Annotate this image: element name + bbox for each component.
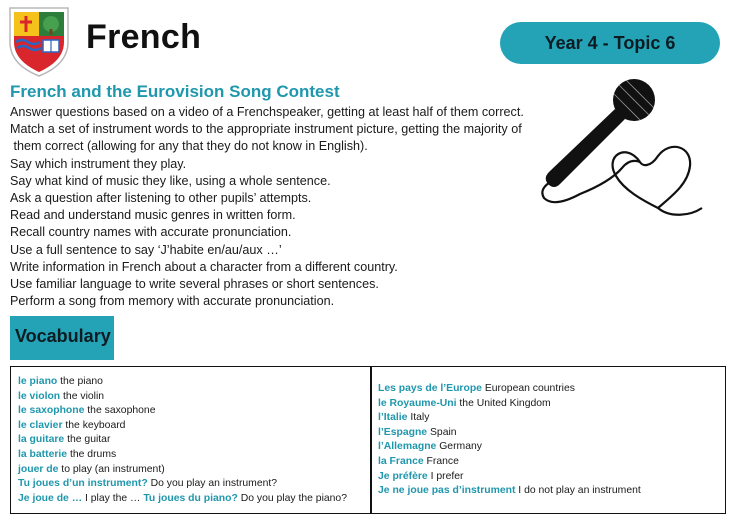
vocab-french: le clavier bbox=[18, 419, 63, 431]
vocab-french: jouer de bbox=[18, 463, 59, 475]
vocab-english: Germany bbox=[436, 441, 482, 453]
objective-item: Answer questions based on a video of a Frenchspeaker, getting at least half of them correct. bbox=[10, 105, 524, 119]
vocab-french: le piano bbox=[18, 376, 58, 387]
objective-item: Match a set of instrument words to the appropriate instrument picture, getting the majority of bbox=[10, 122, 522, 137]
vocab-french: le violon bbox=[18, 390, 61, 402]
vocab-french: Je préfère bbox=[378, 470, 428, 482]
vocab-french: la batterie bbox=[18, 448, 68, 460]
topic-title: French and the Eurovision Song Contest bbox=[10, 82, 340, 101]
vocab-item bbox=[18, 419, 347, 434]
vocab-french: l’Espagne bbox=[378, 426, 428, 438]
vocabulary-title: Vocabulary bbox=[15, 326, 111, 346]
vocab-english: Do you play an instrument? bbox=[147, 478, 278, 490]
vocabulary-divider bbox=[370, 366, 372, 514]
vocabulary-list-countries bbox=[378, 382, 641, 499]
vocab-item bbox=[18, 448, 347, 463]
vocabulary-list-instruments bbox=[18, 375, 347, 506]
vocab-item bbox=[378, 484, 641, 499]
objective-item: Use familiar language to write several phrases or short sentences. bbox=[10, 277, 379, 292]
vocab-english: I do not play an instrument bbox=[515, 485, 641, 497]
vocab-english: the drums bbox=[67, 448, 117, 460]
learning-objectives bbox=[10, 104, 540, 310]
objective-item: Say what kind of music they like, using a whole sentence. bbox=[10, 173, 331, 188]
vocab-french: le Royaume-Uni bbox=[378, 397, 457, 409]
vocab-english: the guitar bbox=[64, 434, 111, 446]
vocab-item bbox=[378, 382, 641, 397]
vocab-english: Do you play the piano? bbox=[237, 492, 347, 504]
vocab-french: Tu joues du piano? bbox=[143, 492, 238, 504]
objective-item: Use a full sentence to say ‘J’habite en/au/aux …’ bbox=[10, 242, 282, 257]
objective-item: Say which instrument they play. bbox=[10, 156, 187, 171]
vocab-item bbox=[18, 375, 347, 390]
year-topic-badge: Year 4 - Topic 6 bbox=[500, 22, 720, 64]
vocab-french: l’Italie bbox=[378, 412, 408, 424]
vocab-english: to play (an instrument) bbox=[58, 463, 165, 475]
vocab-english: European countries bbox=[481, 383, 575, 394]
vocab-item bbox=[18, 492, 347, 507]
vocab-english: Italy bbox=[407, 412, 430, 424]
vocab-french: la guitare bbox=[18, 434, 65, 446]
vocab-item bbox=[18, 404, 347, 419]
vocab-french: Je ne joue pas d’instrument bbox=[378, 485, 516, 497]
subject-title: French bbox=[86, 18, 202, 56]
vocab-english: the violin bbox=[60, 390, 105, 402]
objective-item: Ask a question after listening to other pupils’ attempts. bbox=[10, 191, 312, 206]
vocab-french: Tu joues d’un instrument? bbox=[18, 478, 148, 490]
vocab-item bbox=[378, 440, 641, 455]
vocab-english: the United Kingdom bbox=[456, 397, 551, 409]
objective-item: Perform a song from memory with accurate pronunciation. bbox=[10, 294, 335, 309]
vocab-item bbox=[378, 470, 641, 485]
vocab-english: the piano bbox=[57, 376, 103, 387]
vocab-french: le saxophone bbox=[18, 405, 85, 417]
vocabulary-heading bbox=[10, 316, 114, 360]
microphone-icon bbox=[530, 72, 730, 222]
vocab-english: the saxophone bbox=[84, 405, 156, 417]
vocab-item bbox=[378, 455, 641, 470]
vocab-english: Spain bbox=[427, 426, 457, 438]
objective-item: Recall country names with accurate pronunciation. bbox=[10, 225, 292, 240]
school-crest-icon bbox=[4, 2, 74, 78]
vocab-item bbox=[378, 411, 641, 426]
vocab-english: France bbox=[423, 455, 459, 467]
vocab-french: la France bbox=[378, 455, 424, 467]
objective-item: Read and understand music genres in written form. bbox=[10, 208, 296, 223]
vocab-item bbox=[378, 426, 641, 441]
vocab-english: I prefer bbox=[427, 470, 464, 482]
vocab-french: Les pays de l’Europe bbox=[378, 383, 482, 394]
vocab-english: I play the … bbox=[82, 492, 144, 504]
vocab-item bbox=[18, 433, 347, 448]
vocab-french: l’Allemagne bbox=[378, 441, 437, 453]
vocab-french: Je joue de … bbox=[18, 492, 83, 504]
vocab-item bbox=[378, 397, 641, 412]
vocab-item bbox=[18, 390, 347, 405]
vocab-item bbox=[18, 463, 347, 478]
objective-item: Write information in French about a character from a different country. bbox=[10, 259, 398, 274]
objective-item: them correct (allowing for any that they do not know in English). bbox=[10, 139, 368, 154]
vocab-english: the keyboard bbox=[62, 419, 126, 431]
vocab-item bbox=[18, 477, 347, 492]
